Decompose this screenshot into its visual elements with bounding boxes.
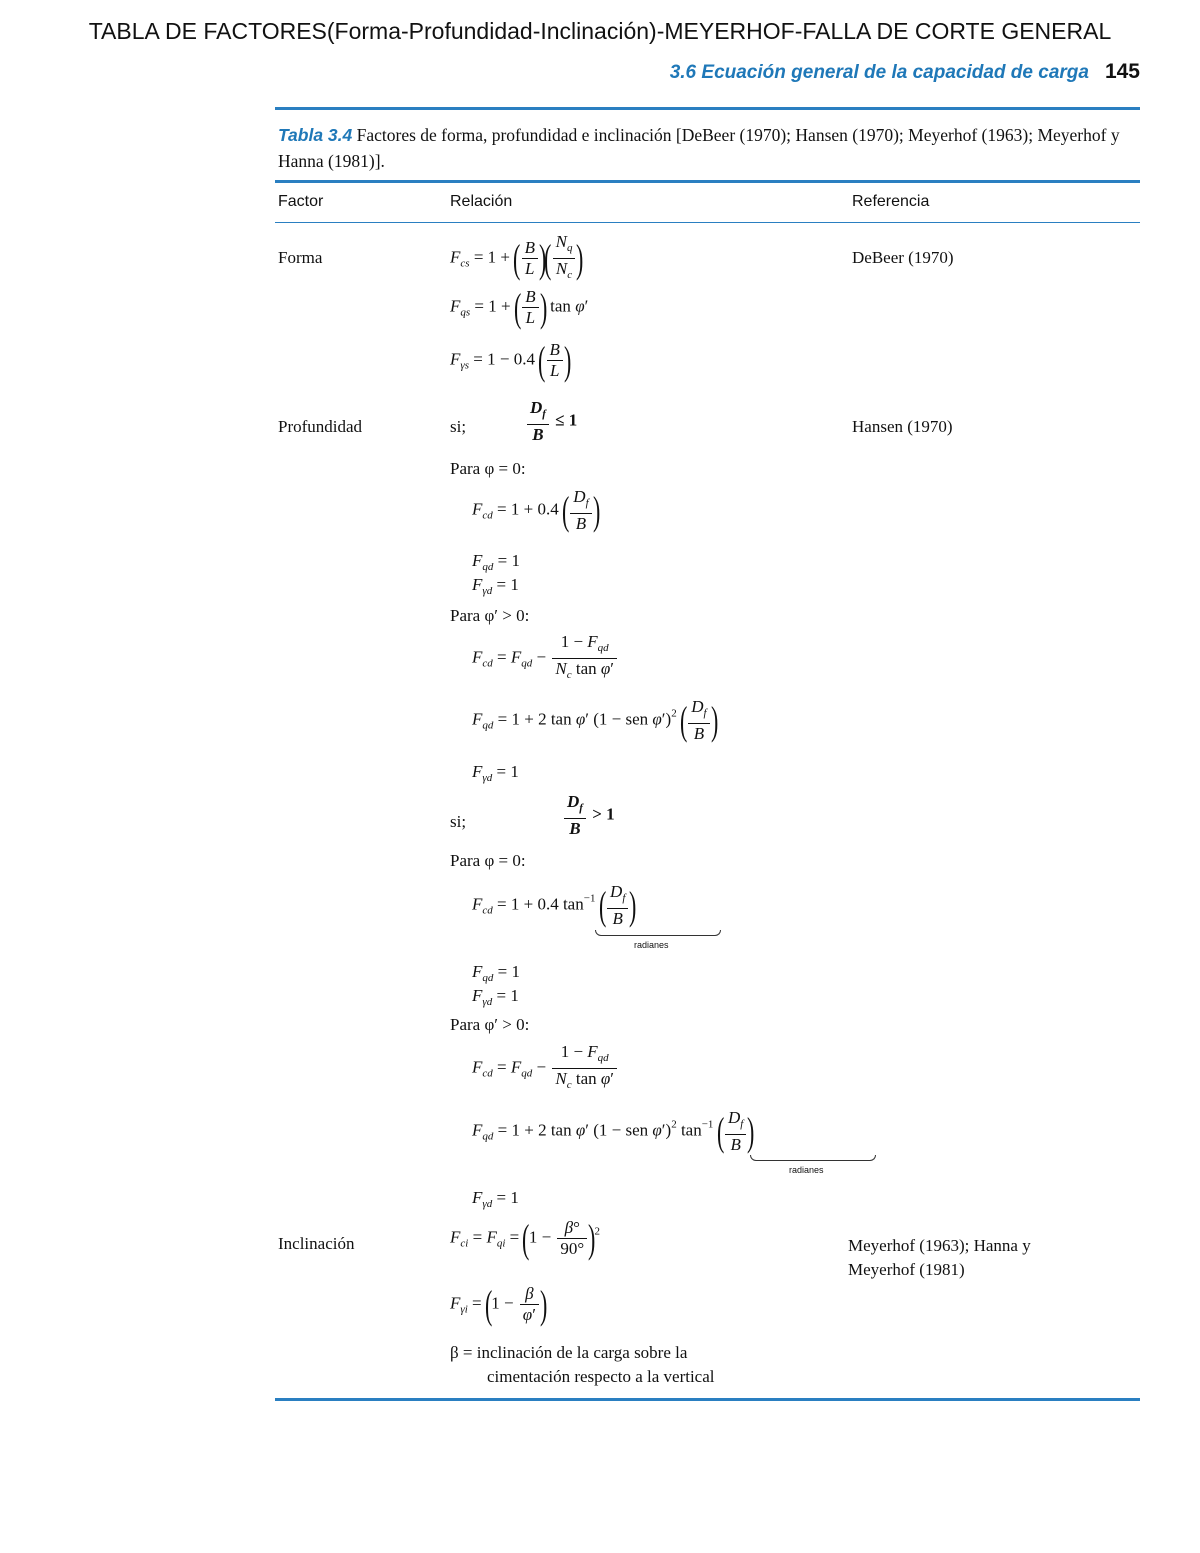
bottom-rule xyxy=(275,1398,1140,1401)
radianes-label-1: radianes xyxy=(634,940,669,950)
top-rule xyxy=(275,107,1140,110)
page-number: 145 xyxy=(1104,60,1140,83)
para-phi-pos-a: Para φ′ > 0: xyxy=(450,606,530,625)
para-phi-pos-b: Para φ′ > 0: xyxy=(450,1015,530,1034)
radianes-brace-2 xyxy=(750,1155,876,1161)
table-label: Tabla 3.4 xyxy=(278,125,353,145)
condition-df-b-gt-1: $\frac{D_f}{B}$ > 1 xyxy=(562,792,615,839)
radianes-brace-1 xyxy=(595,930,721,936)
equation-fgd-a: $F_{\gamma d} = 1$ xyxy=(472,575,519,597)
reference-profundidad: Hansen (1970) xyxy=(852,417,953,436)
beta-definition-line-2: cimentación respecto a la vertical xyxy=(487,1367,715,1386)
equation-fqd-d: $F_{qd} = 1 + 2$ tan φ′ (1 − sen φ′)$^2$ $\tan^{-1}$ ( $\frac{D_f}{B}$ ) xyxy=(472,1108,755,1154)
equation-fcs: $F_{cs} = 1$ + ( $\frac{B}{L}$ )( $\frac{N_q}{N_c}$ ) xyxy=(450,232,584,281)
condition-df-b-le-1: $\frac{D_f}{B}$ ≤ 1 xyxy=(525,398,577,445)
equation-fgd-c: $F_{\gamma d} = 1$ xyxy=(472,986,519,1008)
equation-fgd-b: $F_{\gamma d} = 1$ xyxy=(472,762,519,784)
running-head xyxy=(670,60,1140,84)
para-phi-0-b: Para φ = 0: xyxy=(450,851,526,870)
table-caption xyxy=(278,122,1140,174)
equation-fqd-b: $F_{qd} = 1 + 2$ tan φ′ (1 − sen φ′)$^2$ ( $\frac{D_f}{B}$ ) xyxy=(472,697,718,743)
equation-fcd-b: $F_{cd} = F_{qd}$ − $1 - F_{qd}$ $N_c$ tan φ′ xyxy=(472,632,619,685)
equation-fcd-a: $F_{cd} = 1 + 0.4$ ( $\frac{D_f}{B}$ ) xyxy=(472,487,600,533)
row-label-forma: Forma xyxy=(278,248,323,267)
reference-inclinacion: Meyerhof (1963); Hanna y Meyerhof (1981) xyxy=(848,1236,1031,1279)
equation-fcd-d: $F_{cd} = F_{qd}$ − $1 - F_{qd}$ $N_c$ tan φ′ xyxy=(472,1042,619,1095)
equation-fgi: $F_{\gamma i} = (1$ − $\frac{\beta}{\varphi'}$ ) xyxy=(450,1281,548,1327)
row-label-profundidad: Profundidad xyxy=(278,417,363,436)
section-title: 3.6 Ecuación general de la capacidad de carga xyxy=(669,62,1089,83)
header-factor: Factor xyxy=(278,193,324,210)
caption-text: Factores de forma, profundidad e inclinación [DeBeer (1970); Hansen (1970); Meyerhof (1963); Meyerhof y Hanna (1981)]. xyxy=(278,125,1120,171)
equation-fcd-c: $F_{cd} = 1 + 0.4$ $\tan^{-1}$ ( $\frac{D_f}{B}$ ) xyxy=(472,882,637,928)
beta-definition-line-1: β = inclinación de la carga sobre la xyxy=(450,1343,688,1362)
page-title: TABLA DE FACTORES(Forma-Profundidad-Inclinación)-MEYERHOF-FALLA DE CORTE GENERAL xyxy=(88,18,1112,44)
condition-si-1: si; xyxy=(450,417,467,436)
equation-fqd-c: $F_{qd} = 1$ xyxy=(472,962,520,984)
header-rule-bottom xyxy=(275,222,1140,223)
equation-fgs: $F_{\gamma s} = 1 - 0.4$ ( $\frac{B}{L}$ ) xyxy=(450,337,572,383)
condition-si-2: si; xyxy=(450,812,467,831)
equation-fgd-d: $F_{\gamma d} = 1$ xyxy=(472,1188,519,1210)
row-label-inclinacion: Inclinación xyxy=(278,1234,355,1253)
header-reference: Referencia xyxy=(852,193,930,210)
header-rule-top xyxy=(275,180,1140,183)
equation-fqd-a: $F_{qd} = 1$ xyxy=(472,551,520,573)
para-phi-0-a: Para φ = 0: xyxy=(450,459,526,478)
equation-fci-fqi: $F_{ci} = F_{qi} = (1$ − $\frac{\beta^\circ}{90^\circ}$ )$^2$ xyxy=(450,1215,601,1261)
reference-forma: DeBeer (1970) xyxy=(852,248,954,267)
equation-fqs: $F_{qs} = 1$ + ( $\frac{B}{L}$ ) tan φ′ xyxy=(450,284,589,330)
header-relation: Relación xyxy=(450,193,513,210)
radianes-label-2: radianes xyxy=(789,1165,824,1175)
